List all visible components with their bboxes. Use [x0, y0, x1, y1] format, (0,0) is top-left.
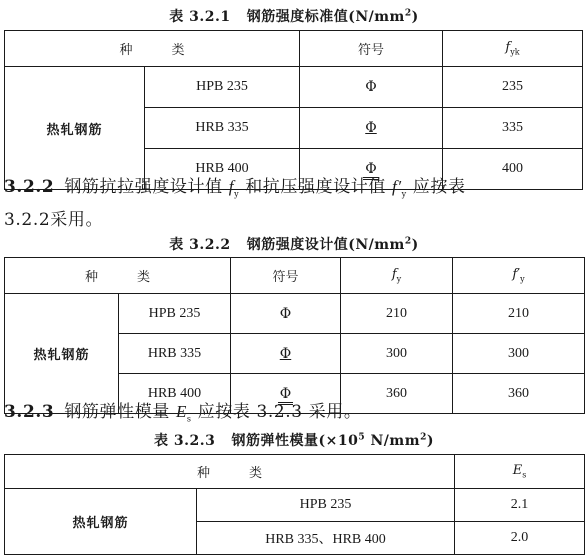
value-cell: 400: [443, 149, 583, 190]
caption-superscript: 2: [404, 8, 412, 19]
symbol-cell: Φ: [231, 374, 341, 414]
header-es: $E_s$: [455, 455, 585, 489]
caption-superscript: 2: [404, 236, 412, 247]
table-row: [5, 294, 585, 334]
clause-3-2-3: 3.2.3 钢筋弹性模量 $E_s$ 应按表 3.2.3 采用。: [4, 402, 362, 424]
caption-number: 表 3.2.2: [169, 237, 231, 253]
table-3-2-3-caption: 表 3.2.3 钢筋弹性模量($\times 10^5$ $N/mm^2$): [154, 432, 434, 449]
grade-cell: HRB 400: [145, 149, 300, 190]
clause-number: 3.2.2: [4, 177, 55, 197]
table-3-2-2-caption: [0, 234, 588, 254]
value-cell: 210: [341, 294, 453, 334]
symbol-cell: Φ: [231, 294, 341, 334]
group-label: 热轧钢筋: [5, 294, 119, 414]
table-3-2-1: [4, 30, 583, 190]
table-header-row: [5, 31, 583, 67]
table-header-row: [5, 258, 585, 294]
caption-close: ): [411, 9, 419, 25]
caption-close: ): [426, 433, 434, 449]
header-symbol: 符号: [231, 258, 341, 294]
header-fy: $f_y$: [341, 258, 453, 294]
grade-cell: HRB 335: [145, 108, 300, 149]
value-cell: 360: [341, 374, 453, 414]
table-row: [5, 489, 585, 522]
header-fy-prime: $f'_y$: [453, 258, 585, 294]
caption-superscript: 5: [358, 432, 366, 443]
value-cell: 335: [443, 108, 583, 149]
value-cell: 360: [453, 374, 585, 414]
symbol-cell: Φ: [231, 334, 341, 374]
table-3-2-2: [4, 257, 585, 414]
caption-title: 钢筋强度标准值(N/mm: [246, 9, 405, 25]
table-3-2-1-caption: [0, 6, 588, 26]
header-kind: 种 类: [5, 455, 455, 489]
grade-cell: HPB 235: [197, 489, 455, 522]
table-header-row: [5, 455, 585, 489]
grade-cell: HPB 235: [145, 67, 300, 108]
clause-3-2-2: 3.2.2 钢筋抗拉强度设计值 $f_y$ 和抗压强度设计值 $f'_y$ 应按表 3.2.2采用。: [4, 177, 466, 231]
grade-cell: HRB 335: [119, 334, 231, 374]
header-kind: 种 类: [5, 258, 231, 294]
value-cell: 2.0: [455, 522, 585, 555]
caption-number: 表 3.2.1: [169, 9, 231, 25]
table-row: [5, 67, 583, 108]
caption-title: 钢筋强度设计值(N/mm: [246, 237, 405, 253]
header-fyk: $f_{yk}$: [443, 31, 583, 67]
caption-title: 钢筋弹性模量(×10: [231, 433, 359, 449]
table-3-2-3: [4, 454, 585, 555]
clause-line2: 3.2.2采用。: [4, 210, 104, 231]
caption-number: 表 3.2.3: [154, 433, 216, 449]
header-kind: 种 类: [5, 31, 300, 67]
symbol-cell: Φ: [300, 108, 443, 149]
value-cell: 210: [453, 294, 585, 334]
symbol-cell: Φ: [300, 67, 443, 108]
grade-cell: HPB 235: [119, 294, 231, 334]
value-cell: 2.1: [455, 489, 585, 522]
value-cell: 300: [453, 334, 585, 374]
clause-number: 3.2.3: [4, 402, 55, 422]
value-cell: 300: [341, 334, 453, 374]
grade-cell: HRB 335、HRB 400: [197, 522, 455, 555]
value-cell: 235: [443, 67, 583, 108]
symbol-cell: Φ: [300, 149, 443, 190]
caption-close: ): [411, 237, 419, 253]
group-label: 热轧钢筋: [5, 489, 197, 555]
caption-superscript-2: 2: [420, 432, 427, 443]
group-label: 热轧钢筋: [5, 67, 145, 190]
header-symbol: 符号: [300, 31, 443, 67]
grade-cell: HRB 400: [119, 374, 231, 414]
